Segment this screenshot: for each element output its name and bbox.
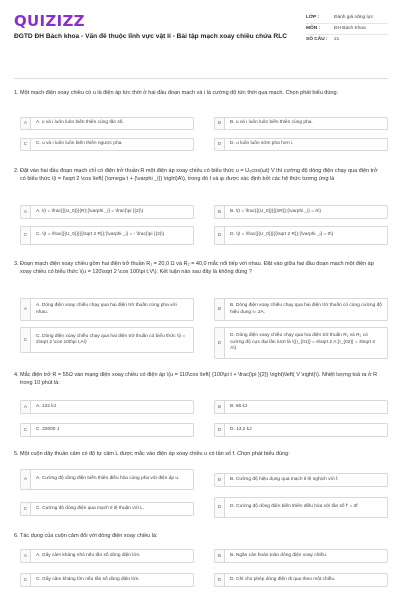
option-letter: D (215, 498, 225, 517)
option-d[interactable] (214, 327, 388, 359)
option-text: B. 66 kJ (230, 403, 248, 409)
option-b[interactable] (214, 400, 388, 414)
option-text: D. Dòng điện xoay chiều chạy qua hai điện trở thuần R₁ và R₂ có cường độ cực đại lần lượt là \({I_{01}} = 6\sqrt 2 A;{I_{02}} = 3\sqrt 2 A\) (230, 333, 376, 352)
meta-value: 21 (334, 36, 340, 42)
option-letter: A (21, 550, 31, 562)
option-text: C. \(I = \frac{{{U_0}}}{{\sqrt 2 R}};{\varphi _i} = - \frac{\pi }{2}\) (36, 232, 165, 238)
meta-label: LỚP : (306, 15, 320, 20)
option-text: C. 33000 J (36, 426, 60, 432)
meta-label: MÔN : (306, 25, 321, 31)
header-divider (14, 78, 388, 79)
meta-value: ĐH Bách Khoa (334, 25, 366, 31)
question-number: 1. (14, 90, 19, 96)
option-text: A. Gây cảm kháng nhỏ nếu tần số dòng điện lớn. (36, 552, 141, 558)
page-title: ĐGTD ĐH Bách khoa - Vấn đề thuộc lĩnh vực vật lí - Bài tập mạch xoay chiều chứa RLC (14, 33, 287, 40)
option-letter: B (215, 206, 225, 218)
option-c[interactable] (20, 573, 194, 587)
option-a[interactable] (20, 549, 194, 563)
question-text: Đoạn mạch điện xoay chiều gồm hai điện trở thuần R₁ = 20,0 Ω và R₂ = 40,0 mắc nối tiếp với nhau. Đặt vào giữa hai đầu đoạn mạch một điện áp xoay chiều có biểu thức \(u = 120\sqrt 2 \cos 100\pi t,V\). Kết luận nào sau đây là không đúng ? (20, 261, 374, 275)
option-text: A. Dòng điện xoay chiều chạy qua hai điện trở thuần cùng pha với nhau. (36, 303, 177, 315)
option-d[interactable] (214, 226, 388, 245)
option-text: D. Cường độ dòng điện biến thiên điều hòa với tần số f' = 2f (230, 504, 358, 510)
option-text: B. u và i luôn luôn biến thiên cùng pha. (230, 120, 313, 126)
option-a[interactable] (20, 469, 194, 490)
option-c[interactable] (20, 226, 194, 245)
option-c[interactable] (20, 138, 194, 151)
option-a[interactable] (20, 298, 194, 321)
option-text: B. Dòng điện xoay chiều chạy qua hai điện trở thuần có cùng cường độ hiệu dụng I= 2A. (230, 303, 382, 315)
option-text: D. 13,2 kJ (230, 426, 252, 432)
meta-row-subject (306, 24, 388, 35)
meta-row-class (306, 13, 388, 24)
option-b[interactable] (214, 205, 388, 219)
meta-row-count (306, 35, 388, 45)
option-text: D. u luôn luôn sớm pha hơn i. (230, 141, 294, 147)
option-letter: D (215, 227, 225, 244)
option-letter: C (21, 503, 31, 515)
option-letter: B (215, 299, 225, 320)
option-b[interactable] (214, 298, 388, 321)
option-letter: B (215, 118, 225, 129)
meta-value: Đánh giá năng lực (334, 15, 374, 20)
option-letter: B (215, 401, 225, 413)
option-letter: A (21, 118, 31, 129)
question-number: 4. (14, 372, 19, 378)
meta-table (306, 13, 388, 45)
option-text: B. \(I = \frac{{{U_0}}}{{2R}};{\varphi _i} = 0\) (230, 208, 321, 214)
option-letter: A (21, 206, 31, 218)
meta-label: SỐ CÂU : (306, 36, 328, 42)
question-text: Tác dụng của cuộn cảm đối với dòng điện xoay chiều là: (20, 533, 158, 539)
option-text: C. Dòng điện xoay chiều chạy qua hai điện trở thuần có biểu thức \(i = 2\sqrt 2 \cos 100\pi t,A\) (36, 333, 186, 345)
option-d[interactable] (214, 138, 388, 151)
option-c[interactable] (20, 502, 194, 516)
option-text: C. u và i luôn luôn biến thiên ngược pha. (36, 141, 123, 147)
option-letter: C (21, 227, 31, 244)
question-text: Một mạch điện xoay chiều có u là điện áp tức thời ở hai đầu đoạn mạch và i là cường độ tức thời qua mạch. Chọn phát biểu đúng: (20, 90, 339, 96)
option-a[interactable] (20, 205, 194, 219)
question-number: 3. (14, 261, 19, 267)
option-letter: A (21, 470, 31, 489)
quizizz-logo: QUIZIZZ (14, 12, 85, 30)
option-letter: D (215, 139, 225, 150)
question-text: Một cuộn dây thuần cảm có độ tự cảm L được mắc vào điện áp xoay chiều u có tần số f. Chọn phát biểu đúng: (20, 451, 290, 457)
option-text: D. \(I = \frac{{{U_0}}}{{\sqrt 2 R}};{\varphi _i} = 0\) (230, 232, 334, 238)
option-letter: D (215, 328, 225, 358)
option-b[interactable] (214, 549, 388, 563)
option-d[interactable] (214, 497, 388, 518)
option-letter: D (215, 424, 225, 436)
option-text: C. Cường độ dòng điện qua mạch tỉ lệ thuận với L. (36, 505, 145, 511)
option-letter: D (215, 574, 225, 586)
option-d[interactable] (214, 423, 388, 437)
question-text: Mắc điện trở R = 55Ω vào mạng điện xoay chiều có điện áp \(u = 110\cos \left( {100\pi t + \frac{\pi }{2}} \right)\left( V \right)\). Nhiệt lượng toả ra ở R trong 10 phút là: (20, 372, 378, 386)
option-letter: C (21, 424, 31, 436)
option-letter: A (21, 299, 31, 320)
option-text: A. \(I = \frac{{{U_0}}}{R};{\varphi _i} = \frac{\pi }{2}\) (36, 208, 144, 214)
option-letter: C (21, 328, 31, 352)
option-text: A. Cường độ dòng điện biến thiên điều hòa cùng pha với điện áp u. (36, 476, 180, 482)
question-number: 2. (14, 168, 19, 174)
option-letter: A (21, 401, 31, 413)
option-b[interactable] (214, 473, 388, 487)
option-letter: B (215, 550, 225, 562)
option-letter: C (21, 574, 31, 586)
question-number: 6. (14, 533, 19, 539)
option-a[interactable] (20, 117, 194, 130)
question-text: Đặt vào hai đầu đoạn mạch chỉ có điện trở thuần R một điện áp xoay chiều có biểu thức u = U₀cos(ωt) V thì cường độ dòng điện chạy qua điện trở có biểu thức \(i = I\sqrt 2 \cos \left( {\omega t + {\varphi _i}} \right)A\), trong đó I và φᵢ được xác định bởi các hệ thức tương ứng là (20, 168, 378, 182)
option-c[interactable] (20, 423, 194, 437)
option-letter: C (21, 139, 31, 150)
option-text: B. Ngăn cản hoàn toàn dòng điện xoay chiều. (230, 552, 328, 558)
option-text: A. 132 kJ (36, 403, 56, 409)
option-c[interactable] (20, 327, 194, 353)
option-text: B. Cường độ hiệu dụng qua mạch tỉ lệ nghịch với f. (230, 476, 339, 482)
option-d[interactable] (214, 573, 388, 587)
question-number: 5. (14, 451, 19, 457)
option-b[interactable] (214, 117, 388, 130)
option-letter: B (215, 474, 225, 486)
option-text: C. Gây cảm kháng lớn nếu tần số dòng điện lớn. (36, 576, 140, 582)
option-text: A. u và i luôn luôn biến thiên cùng tần số. (36, 120, 124, 126)
option-text: D. Chỉ cho phép dòng điện đi qua theo một chiều. (230, 576, 336, 582)
option-a[interactable] (20, 400, 194, 414)
